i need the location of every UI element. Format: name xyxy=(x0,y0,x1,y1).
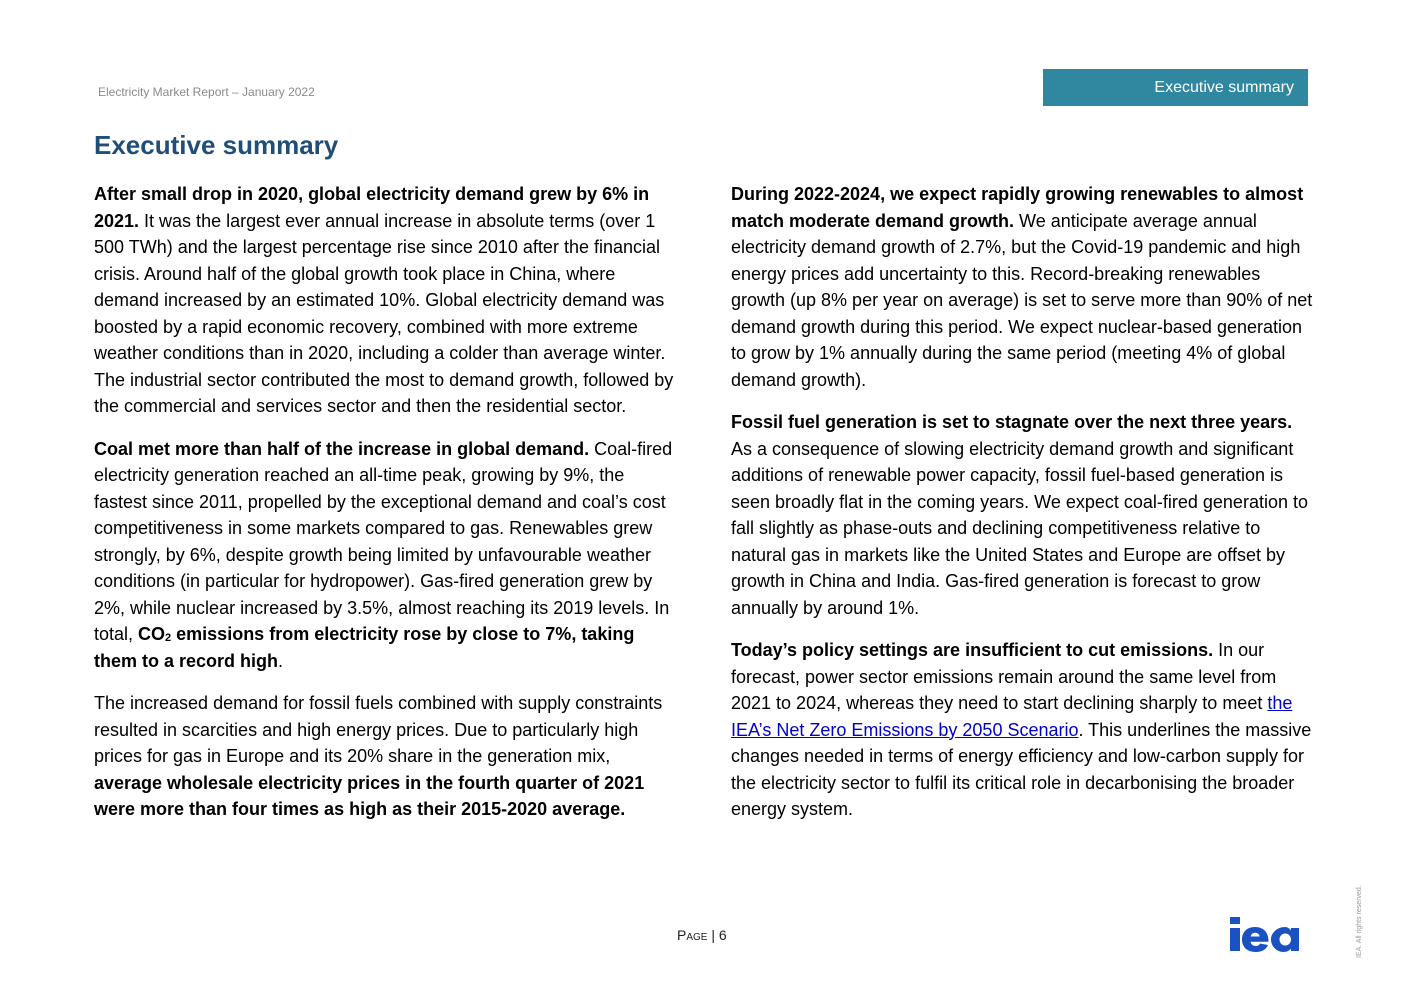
page-separator: | xyxy=(707,927,719,943)
paragraph-highlight: average wholesale electricity prices in the fourth quarter of 2021 were more than four times as high as their 2015-2020 average. xyxy=(94,772,645,819)
paragraph-prices xyxy=(94,690,679,823)
page-label: Page xyxy=(677,927,708,943)
co2-subscript: 2 xyxy=(165,632,172,644)
paragraph-body: Coal-fired electricity generation reached an all-time peak, growing by 9%, the fastest since 2011, propelled by the exceptional demand and coal’s cost competitiveness in some markets compared to gas. Renewables grew strongly, by 6%, despite growth being limited by unfavourable weather conditions (in particular for hydropower). Gas-fired generation grew by 2%, while nuclear increased by 3.5%, almost reaching its 2019 levels. In total, xyxy=(94,438,673,644)
paragraph-lead: After small drop in 2020, global electricity demand grew by 6% in 2021. xyxy=(94,184,650,231)
paragraph-end: . xyxy=(278,650,284,671)
page-title: Executive summary xyxy=(94,130,339,160)
paragraph-coal xyxy=(94,436,679,675)
copyright-notice: IEA. All rights reserved. xyxy=(1356,885,1363,958)
paragraph-body: The increased demand for fossil fuels combined with supply constraints resulted in scarcities and high energy prices. Due to particularly high prices for gas in Europe and its 20% share in the generation mix, xyxy=(94,693,663,766)
paragraph-lead: Fossil fuel generation is set to stagnate over the next three years. xyxy=(731,412,1293,432)
co2-prefix: CO xyxy=(138,624,166,644)
section-tab: Executive summary xyxy=(1043,69,1308,106)
paragraph-body: It was the largest ever annual increase in absolute terms (over 1 500 TWh) and the largest percentage rise since 2010 after the financial crisis. Around half of the global growth took place in China, where demand increased by an estimated 10%. Global electricity demand was boosted by a rapid economic recovery, combined with more extreme weather conditions than in 2020, including a colder than average winter. The industrial sector contributed the most to demand growth, followed by the commercial and services sector and then the residential sector. xyxy=(94,210,674,416)
page-number xyxy=(677,927,727,943)
paragraph-lead: Coal met more than half of the increase in global demand. xyxy=(94,438,590,459)
right-column xyxy=(731,181,1316,839)
paragraph-lead: Today’s policy settings are insufficient to cut emissions. xyxy=(731,640,1214,660)
net-zero-scenario-link[interactable]: the IEA’s Net Zero Emissions by 2050 Scenario xyxy=(731,693,1293,740)
logo-text: iea xyxy=(1228,913,1230,914)
page-number-value: 6 xyxy=(718,927,727,943)
paragraph-body-end: . This underlines the massive changes needed in terms of energy efficiency and low-carbon supply for the electricity sector to fulfil its critical role in decarbonising the broader energy system. xyxy=(731,719,1312,819)
paragraph-fossil xyxy=(731,409,1316,621)
co2-statement: emissions from electricity rose by close to 7%, taking them to a record high xyxy=(94,624,635,671)
co2-text xyxy=(94,624,634,671)
iea-logo-icon xyxy=(1228,913,1310,955)
report-title: Electricity Market Report – January 2022 xyxy=(98,85,315,99)
paragraph-body: In our forecast, power sector emissions remain around the same level from 2021 to 2024, whereas they need to start declining sharply to meet xyxy=(731,640,1277,713)
paragraph-body: As a consequence of slowing electricity demand growth and significant additions of renewable power capacity, fossil fuel-based generation is seen broadly flat in the coming years. We expect coal-fired generation to fall slightly as phase-outs and declining competitiveness relative to natural gas in markets like the United States and Europe are offset by growth in China and India. Gas-fired generation is forecast to grow annually by around 1%. xyxy=(731,438,1308,618)
paragraph-body: We anticipate average annual electricity demand growth of 2.7%, but the Covid-19 pandemic and high energy prices add uncertainty to this. Record-breaking renewables growth (up 8% per year on average) is set to serve more than 90% of net demand growth during this period. We expect nuclear-based generation to grow by 1% annually during the same period (meeting 4% of global demand growth). xyxy=(731,210,1313,390)
left-column xyxy=(94,181,679,839)
paragraph-emissions xyxy=(731,637,1316,823)
paragraph-demand-growth xyxy=(94,181,679,420)
paragraph-outlook xyxy=(731,181,1316,393)
paragraph-lead: During 2022-2024, we expect rapidly growing renewables to almost match moderate demand growth. xyxy=(731,184,1304,231)
